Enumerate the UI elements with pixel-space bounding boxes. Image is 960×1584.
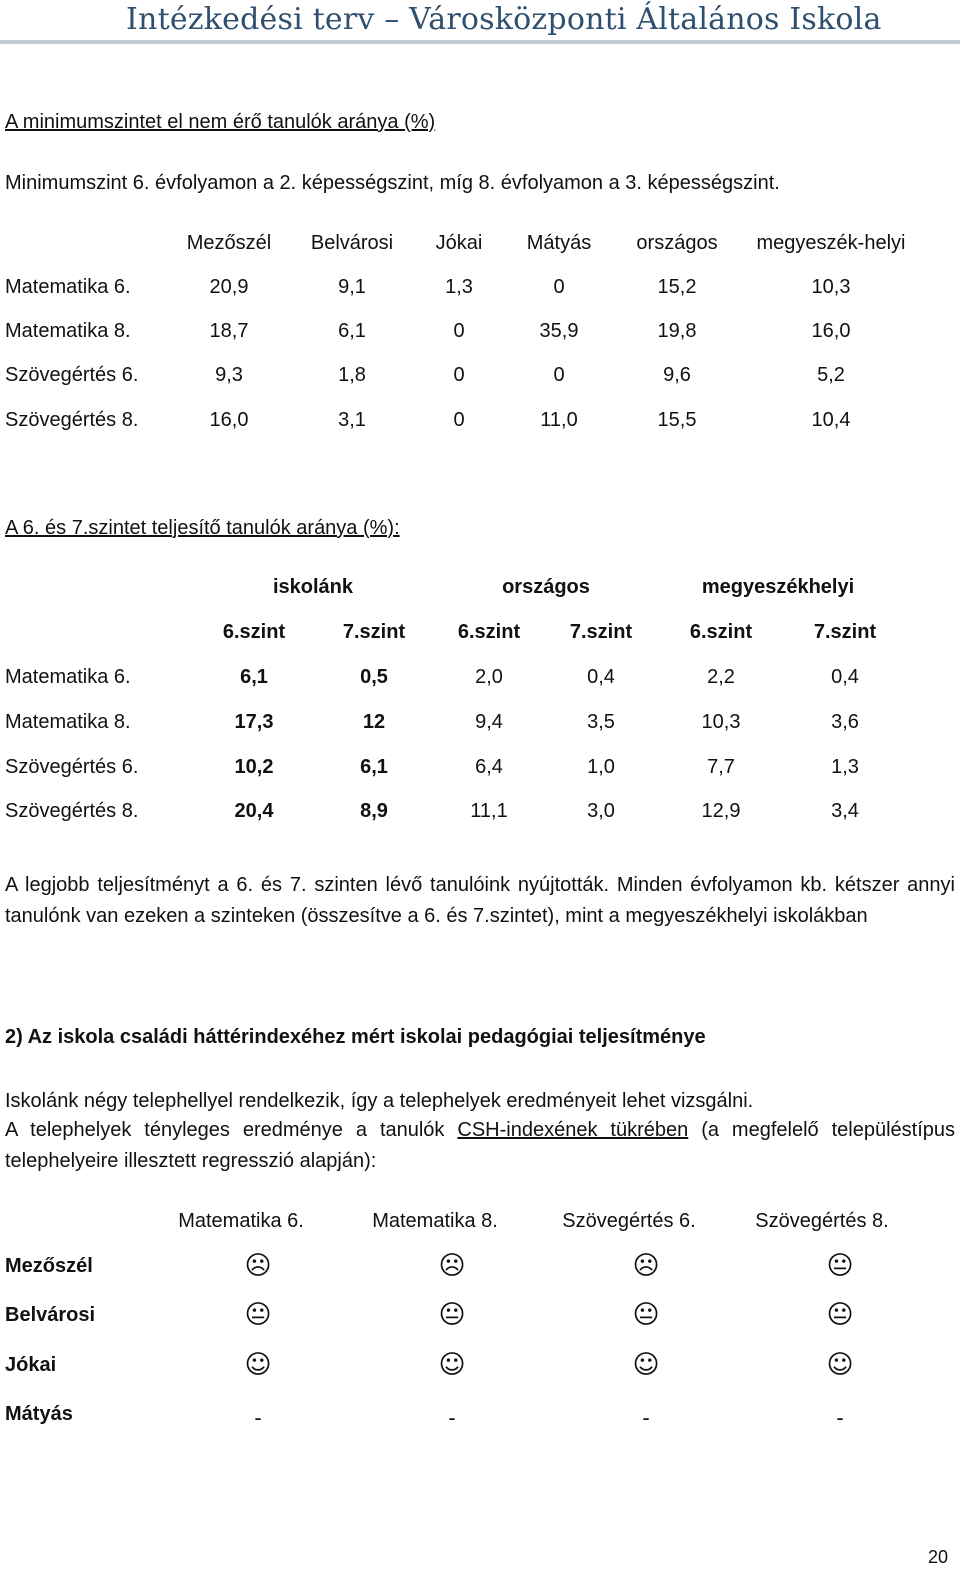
table-cell: 2,0 — [475, 666, 503, 688]
subcol-header: 6.szint — [457, 621, 521, 643]
section1-heading: A minimumszintet el nem érő tanulók aránya (%) — [5, 111, 436, 133]
table-cell: 11,1 — [470, 800, 508, 822]
table-cell: 0 — [553, 364, 565, 386]
paragraph-text: A telephelyek tényleges eredménye a tanulók — [5, 1119, 458, 1141]
col-header: Matematika 6. — [178, 1210, 304, 1232]
group-header: országos — [502, 576, 590, 598]
table-cell: 20,9 — [209, 276, 249, 298]
row-label: Jókai — [5, 1354, 57, 1376]
subcol-header: 6.szint — [222, 621, 286, 643]
table-cell: 7,7 — [707, 756, 735, 778]
table-cell: 18,7 — [209, 320, 249, 342]
col-header: Szövegértés 6. — [562, 1210, 696, 1232]
table-cell: 35,9 — [539, 320, 579, 342]
table-cell: 9,6 — [663, 364, 691, 386]
row-label: Mezőszél — [5, 1255, 93, 1277]
paragraph-text: (a megfelelő településtípus telephelyeire illesztett regresszió alapján): — [5, 1119, 956, 1172]
col-header: Mezőszél — [186, 232, 272, 254]
page-header-title: Intézkedési terv – Városközponti Általános Iskola — [126, 2, 882, 37]
table-cell: 1,0 — [587, 756, 615, 778]
summary-paragraph: A legjobb teljesítményt a 6. és 7. szinten lévő tanulóink nyújtották. Minden évfolyamon kb. kétszer annyi tanulónk van ezeken a szinteken (összesítve a 6. és 7.szintet), mint a megyeszékhelyi iskolákban — [5, 874, 955, 927]
page-number: 20 — [927, 1547, 948, 1567]
header-rule — [0, 40, 960, 44]
table-cell: 0 — [453, 409, 465, 431]
table-cell: 0,4 — [831, 666, 859, 688]
section3-heading: 2) Az iskola családi háttérindexéhez mért iskolai pedagógiai teljesítménye — [5, 1026, 706, 1048]
neutral-face-icon: 😐 — [438, 1300, 466, 1330]
sad-face-icon: ☹ — [632, 1251, 660, 1281]
happy-face-icon: ☺ — [826, 1350, 854, 1380]
table-cell: 3,4 — [831, 800, 859, 822]
table-cell: 0,4 — [587, 666, 615, 688]
table-cell: 12 — [362, 711, 386, 733]
neutral-face-icon: 😐 — [632, 1300, 660, 1330]
col-header: Jókai — [435, 232, 483, 254]
neutral-face-icon: 😐 — [244, 1300, 272, 1330]
subcol-header: 7.szint — [813, 621, 877, 643]
table-cell: 11,0 — [540, 409, 578, 431]
row-label: Szövegértés 6. — [5, 756, 139, 778]
no-data-dash: - — [448, 1405, 456, 1430]
table-cell: 16,0 — [811, 320, 851, 342]
subcol-header: 7.szint — [342, 621, 406, 643]
table-cell: 6,1 — [338, 320, 366, 342]
table-cell: 6,4 — [475, 756, 503, 778]
happy-face-icon: ☺ — [632, 1350, 660, 1380]
col-header: Belvárosi — [310, 232, 394, 254]
table-cell: 9,1 — [338, 276, 366, 298]
table-cell: 0 — [453, 320, 465, 342]
csh-index-link[interactable]: CSH-indexének tükrében — [457, 1119, 689, 1141]
section3-paragraph-2 — [5, 1115, 955, 1177]
table-cell: 3,0 — [587, 800, 615, 822]
row-label: Matematika 6. — [5, 276, 131, 298]
row-label: Szövegértés 8. — [5, 409, 139, 431]
no-data-dash: - — [836, 1405, 844, 1430]
table-cell: 15,5 — [657, 409, 697, 431]
group-header: megyeszékhelyi — [701, 576, 855, 598]
table-cell: 10,3 — [811, 276, 851, 298]
table-cell: 3,1 — [338, 409, 366, 431]
table-cell: 20,4 — [234, 800, 274, 822]
table-cell: 5,2 — [817, 364, 845, 386]
row-label: Matematika 6. — [5, 666, 131, 688]
table-cell: 17,3 — [234, 711, 274, 733]
table-cell: 10,3 — [701, 711, 741, 733]
sad-face-icon: ☹ — [438, 1251, 466, 1281]
row-label: Szövegértés 8. — [5, 800, 139, 822]
happy-face-icon: ☺ — [438, 1350, 466, 1380]
row-label: Mátyás — [5, 1403, 73, 1425]
table-cell: 16,0 — [209, 409, 249, 431]
neutral-face-icon: 😐 — [826, 1300, 854, 1330]
col-header: Szövegértés 8. — [755, 1210, 889, 1232]
section1-subheading: Minimumszint 6. évfolyamon a 2. képességszint, míg 8. évfolyamon a 3. képességszint. — [5, 172, 780, 194]
table-cell: 1,8 — [338, 364, 366, 386]
col-header: megyeszék-helyi — [756, 232, 906, 254]
table-cell: 12,9 — [701, 800, 741, 822]
table-cell: 6,1 — [360, 756, 388, 778]
table-cell: 8,9 — [360, 800, 388, 822]
row-label: Matematika 8. — [5, 711, 131, 733]
subcol-header: 6.szint — [689, 621, 753, 643]
section3-paragraph-1: Iskolánk négy telephellyel rendelkezik, így a telephelyek eredményeit lehet vizsgálni. — [5, 1090, 754, 1112]
table-cell: 0,5 — [360, 666, 388, 688]
table-cell: 3,6 — [831, 711, 859, 733]
table-cell: 0 — [553, 276, 565, 298]
neutral-face-icon: 😐 — [826, 1251, 854, 1281]
table-cell: 3,5 — [587, 711, 615, 733]
table-cell: 2,2 — [707, 666, 735, 688]
row-label: Belvárosi — [5, 1304, 96, 1326]
table-cell: 10,4 — [811, 409, 851, 431]
table-cell: 10,2 — [234, 756, 274, 778]
col-header: Matematika 8. — [372, 1210, 498, 1232]
col-header: országos — [636, 232, 718, 254]
happy-face-icon: ☺ — [244, 1350, 272, 1380]
group-header: iskolánk — [272, 576, 354, 598]
table-cell: 15,2 — [657, 276, 697, 298]
no-data-dash: - — [642, 1405, 650, 1430]
row-label: Matematika 8. — [5, 320, 131, 342]
table-cell: 1,3 — [445, 276, 473, 298]
table-cell: 19,8 — [657, 320, 697, 342]
no-data-dash: - — [254, 1405, 262, 1430]
table-cell: 0 — [453, 364, 465, 386]
section2-heading: A 6. és 7.szintet teljesítő tanulók aránya (%): — [5, 517, 400, 539]
table-cell: 1,3 — [831, 756, 859, 778]
row-label: Szövegértés 6. — [5, 364, 139, 386]
table-cell: 9,4 — [475, 711, 503, 733]
table-cell: 6,1 — [240, 666, 268, 688]
subcol-header: 7.szint — [569, 621, 633, 643]
col-header: Mátyás — [526, 232, 592, 254]
table-cell: 9,3 — [215, 364, 243, 386]
sad-face-icon: ☹ — [244, 1251, 272, 1281]
